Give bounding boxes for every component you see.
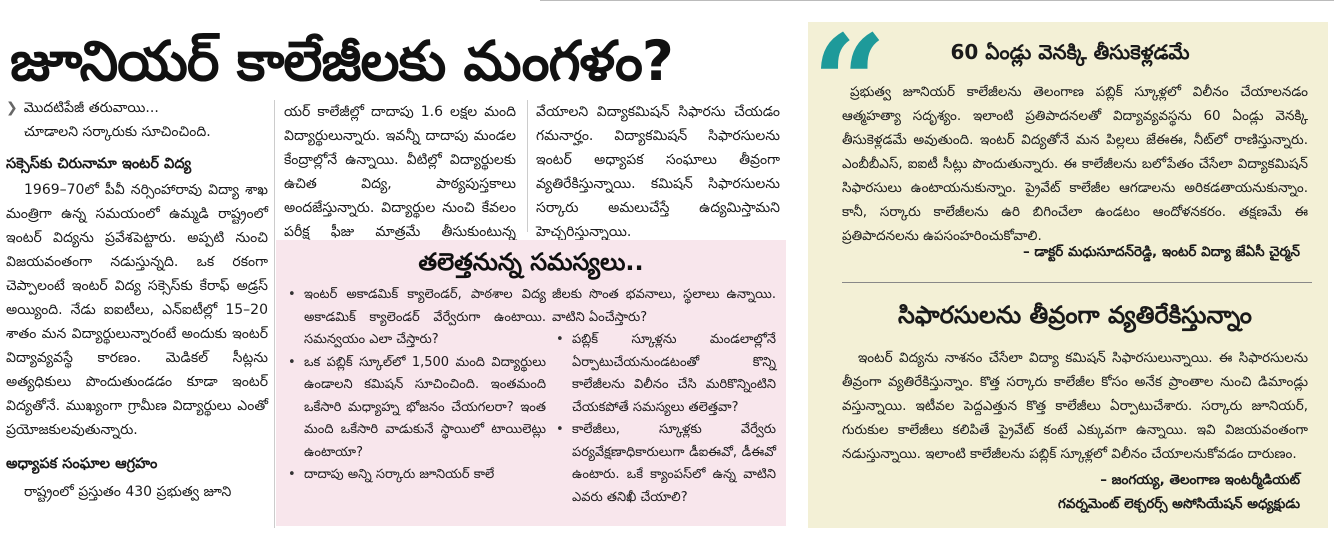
continued-marker[interactable] bbox=[6, 96, 268, 120]
column-divider bbox=[274, 100, 275, 528]
bullet-icon: • bbox=[288, 467, 296, 482]
bullet-icon: • bbox=[288, 287, 296, 302]
sidebar-heading-1: 60 ఏండ్లు వెనక్కి తీసుకెళ్లడమే bbox=[950, 40, 1190, 64]
subheading-lecturers-anger: అధ్యాపక సంఘాల ఆగ్రహం bbox=[6, 456, 158, 472]
list-item: • దాదాపు అన్ని సర్కారు జూనియర్ కాలే bbox=[284, 464, 546, 487]
signature-line: గవర్నమెంట్ లెక్చరర్స్ అసోసియేషన్ అధ్యక్షుడు bbox=[1058, 496, 1300, 512]
issues-title: తలెత్తనున్న సమస్యలు.. bbox=[418, 248, 644, 276]
issues-list-right bbox=[552, 284, 776, 509]
article-paragraph: రాష్ట్రంలో ప్రస్తుతం 430 ప్రభుత్వ జూని bbox=[24, 484, 232, 500]
intro-text: చూడాలని సర్కారుకు సూచించింది. bbox=[24, 124, 211, 140]
list-item: • ఒక పబ్లిక్ స్కూల్‌లో 1,500 మంది విద్యార్థులు ఉండాలని కమిషన్ సూచించింది. ఇంతమంది ఒకేసారి మధ్యాహ్న భోజనం చేయగలరా? ఇంత మంది ఒకేసారి వాడుకునే స్థాయిలో టాయిలెట్లు ఉంటాయా? bbox=[284, 352, 546, 465]
continued-label: మొదటిపేజీ తరువాయి... bbox=[23, 100, 159, 116]
sidebar-signature-2 bbox=[842, 468, 1300, 516]
sidebar-signature-1: – డాక్టర్ మధుసూదన్‌రెడ్డి, ఇంటర్ విద్యా జేఏసీ చైర్మన్ bbox=[1022, 244, 1300, 260]
article-column-1 bbox=[6, 96, 268, 504]
page-headline: జూనియర్ కాలేజీలకు మంగళం? bbox=[10, 29, 673, 93]
subheading-success: సక్సెస్‌కు చిరునామా ఇంటర్ విద్య bbox=[6, 156, 192, 172]
list-item: • పబ్లిక్ స్కూళ్లను మండలాల్లోనే ఏర్పాటుచేయనుండటంతో కొన్ని కాలేజీలను విలీనం చేసి మరికొన్నింటిని చేయకపోతే సమస్యలు తలెత్తవా? bbox=[552, 329, 776, 419]
article-paragraph: 1969–70లో పీవీ నర్సింహారావు విద్యా శాఖ మంత్రిగా ఉన్న సమయంలో ఉమ్మడి రాష్ట్రంలో ఇంటర్ విద్యను ప్రవేశపెట్టారు. అప్పటి నుంచి విజయవంతంగా నడుస్తున్నది. ఒక రకంగా చెప్పాలంటే ఇంటర్ విద్య సక్సెస్‌కు కేరాఫ్ అడ్రస్ అయ్యింది. నేడు ఐఐటీలు, ఎన్ఐటీల్లో 15–20 శాతం మన విద్యార్థులున్నారంటే అందుకు ఇంటర్ విద్యావ్యవస్థే కారణం. మెడికల్ సీట్లను అత్యధికులు పొందుతుండడం కూడా ఇంటర్ విద్యతోనే. ముఖ్యంగా గ్రామీణ విద్యార్థులు ఎంతో ప్రయోజకులవుతున్నారు. bbox=[6, 182, 268, 438]
article-paragraph: యర్ కాలేజీల్లో దాదాపు 1.6 లక్షల మంది విద్యార్థులున్నారు. ఇవన్నీ దాదాపు మండల కేంద్రాల్లోనే ఉన్నాయి. వీటిల్లో విద్యార్థులకు ఉచిత విద్య, పాఠ్యపుస్తకాలు అందజేస్తున్నారు. విద్యార్థుల నుంచి కేవలం పరీక్ష ఫీజు మాత్రమే తీసుకుంటున్న bbox=[284, 104, 516, 240]
issues-list-left bbox=[284, 284, 546, 487]
bullet-icon: • bbox=[556, 332, 564, 347]
bullet-icon: • bbox=[556, 422, 564, 437]
quote-icon: “ bbox=[812, 6, 887, 159]
list-item: • కాలేజీలు, స్కూళ్లకు వేర్వేరు పర్యవేక్షణాధికారులుగా డీఐఈవో, డీఈవో ఉంటారు. ఒకే క్యాంపస్‌లో ఉన్న వాటిని ఎవరు తనిఖీ చేయాలి? bbox=[552, 419, 776, 509]
sidebar-paragraph-1: ప్రభుత్వ జూనియర్ కాలేజీలను తెలంగాణ పబ్లిక్ స్కూళ్లలో విలీనం చేయాలనడం ఆత్మహత్యా సదృశ్యం. ఇలాంటి ప్రతిపాదనలతో విద్యావ్యవస్థను 60 ఏండ్లు వెనక్కి తీసుకెళ్లడమే అవుతుంది. ఇంటర్ విద్యతోనే మన పిల్లలు జేఈఈ, నీట్‌లో రాణిస్తున్నారు. ఎంబీబీఎస్, ఐఐటీ సీట్లు పొందుతున్నారు. ఈ కాలేజీలను బలోపేతం చేసేలా విద్యాకమిషన్ సిఫారసులు ఉంటాయనుకున్నాం. ప్రైవేట్ కాలేజీల ఆగడాలను అరికడతాయనుకున్నాం. కానీ, సర్కారు కాలేజీలను ఉరి బిగించేలా ఉండటం ఆందోళనకరం. తక్షణమే ఈ ప్రతిపాదనలను ఉపసంహరించుకోవాలి. bbox=[842, 84, 1308, 244]
sidebar-heading-2: సిఫారసులను తీవ్రంగా వ్యతిరేకిస్తున్నాం bbox=[898, 301, 1252, 329]
article-paragraph: వేయాలని విద్యాకమిషన్ సిఫారసు చేయడం గమనార్హం. విద్యాకమిషన్ సిఫారసులను ఇంటర్ అధ్యాపక సంఘాలు తీవ్రంగా వ్యతిరేకిస్తున్నాయి. కమిషన్ సిఫారసులను సర్కారు అమలుచేస్తే ఉద్యమిస్తామని హెచ్చరిస్తున్నాయి. bbox=[536, 104, 780, 240]
bullet-icon: • bbox=[288, 354, 296, 370]
sidebar-paragraph-2: ఇంటర్ విద్యను నాశనం చేసేలా విద్యా కమిషన్ సిఫారసులున్నాయి. ఈ సిఫారసులను తీవ్రంగా వ్యతిరేకిస్తున్నాం. కొత్త సర్కారు కాలేజీల కోసం అనేక ప్రాంతాల నుంచి డిమాండ్లు వస్తున్నాయి. ఇటీవల పెద్దఎత్తున కొత్త కాలేజీలు ఏర్పాటుచేశారు. సర్కారు జూనియర్, గురుకుల కాలేజీలు కలిపితే ప్రైవేట్ కంటే ఎక్కువగా ఉన్నాయి. ఇవి విజయవంతంగా నడుస్తున్నాయి. ఇలాంటి కాలేజీలను పబ్లిక్ స్కూళ్లలో విలీనం చేయాలనుకోవడం దారుణం. bbox=[842, 350, 1308, 462]
article-column-3 bbox=[536, 100, 780, 244]
list-item: • ఇంటర్ అకాడమిక్ క్యాలెండర్, పాఠశాల విద్య అకాడమిక్ క్యాలెండర్ వేర్వేరుగా ఉంటాయి. సమన్వయం ఎలా చేస్తారు? bbox=[284, 284, 546, 352]
signature-line: – జంగయ్య, తెలంగాణ ఇంటర్మీడియట్ bbox=[1100, 472, 1300, 488]
chevron-right-icon: ❯ bbox=[6, 100, 18, 116]
issues-box bbox=[276, 240, 786, 526]
top-rule bbox=[540, 0, 1334, 7]
sidebar-divider bbox=[842, 282, 1312, 283]
list-item: జీలకు సొంత భవనాలు, స్థలాలు ఉన్నాయి. వాటిని ఏంచేస్తారు? bbox=[552, 287, 776, 325]
column-divider bbox=[527, 100, 528, 232]
